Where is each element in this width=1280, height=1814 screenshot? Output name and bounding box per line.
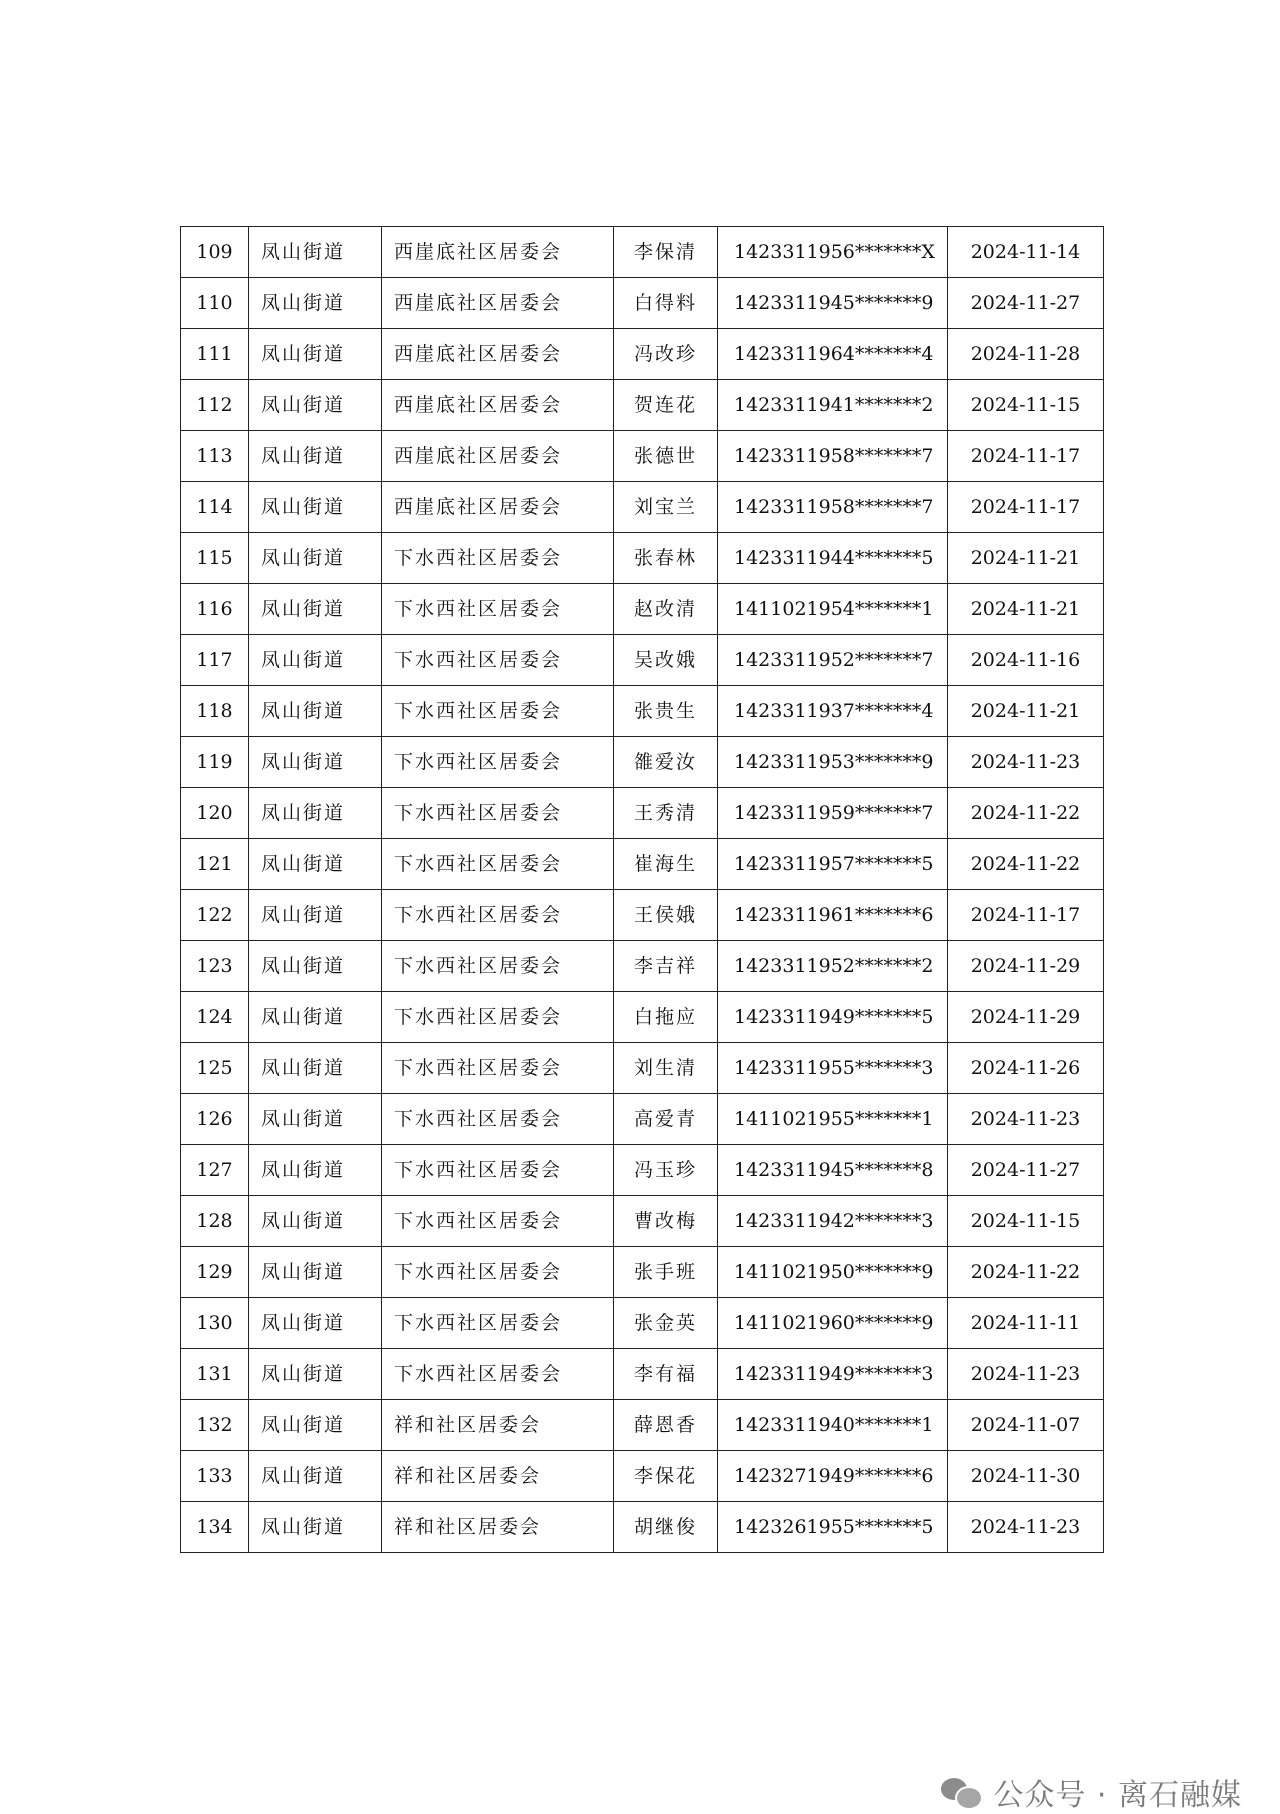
- date-cell: 2024-11-16: [948, 635, 1104, 686]
- date-cell: 2024-11-17: [948, 890, 1104, 941]
- id-number-cell: 1423311945*******9: [718, 278, 948, 329]
- table-row: [181, 992, 1104, 1043]
- table-row: [181, 635, 1104, 686]
- name-cell: 李吉祥: [614, 941, 718, 992]
- street-cell: 凤山街道: [249, 737, 382, 788]
- id-number-cell: 1423311957*******5: [718, 839, 948, 890]
- street-cell: 凤山街道: [249, 788, 382, 839]
- community-cell: 西崖底社区居委会: [382, 431, 614, 482]
- name-cell: 刘宝兰: [614, 482, 718, 533]
- name-cell: 吴改娥: [614, 635, 718, 686]
- date-cell: 2024-11-17: [948, 482, 1104, 533]
- id-number-cell: 1411021955*******1: [718, 1094, 948, 1145]
- row-number: 115: [181, 533, 249, 584]
- table-row: [181, 1145, 1104, 1196]
- community-cell: 祥和社区居委会: [382, 1451, 614, 1502]
- id-number-cell: 1423311952*******7: [718, 635, 948, 686]
- row-number: 116: [181, 584, 249, 635]
- table-row: [181, 329, 1104, 380]
- street-cell: 凤山街道: [249, 278, 382, 329]
- date-cell: 2024-11-22: [948, 788, 1104, 839]
- table-row: [181, 1502, 1104, 1553]
- id-number-cell: 1423311952*******2: [718, 941, 948, 992]
- street-cell: 凤山街道: [249, 992, 382, 1043]
- community-cell: 下水西社区居委会: [382, 686, 614, 737]
- community-cell: 下水西社区居委会: [382, 584, 614, 635]
- row-number: 113: [181, 431, 249, 482]
- row-number: 119: [181, 737, 249, 788]
- id-number-cell: 1423311940*******1: [718, 1400, 948, 1451]
- row-number: 132: [181, 1400, 249, 1451]
- name-cell: 李保花: [614, 1451, 718, 1502]
- id-number-cell: 1423311956*******X: [718, 227, 948, 278]
- date-cell: 2024-11-22: [948, 839, 1104, 890]
- street-cell: 凤山街道: [249, 1094, 382, 1145]
- row-number: 114: [181, 482, 249, 533]
- watermark-text: 公众号 · 离石融媒: [993, 1778, 1242, 1813]
- table-row: [181, 1247, 1104, 1298]
- row-number: 134: [181, 1502, 249, 1553]
- row-number: 109: [181, 227, 249, 278]
- date-cell: 2024-11-27: [948, 278, 1104, 329]
- table-row: [181, 584, 1104, 635]
- row-number: 128: [181, 1196, 249, 1247]
- date-cell: 2024-11-26: [948, 1043, 1104, 1094]
- name-cell: 白拖应: [614, 992, 718, 1043]
- row-number: 133: [181, 1451, 249, 1502]
- id-number-cell: 1411021954*******1: [718, 584, 948, 635]
- community-cell: 下水西社区居委会: [382, 1196, 614, 1247]
- community-cell: 祥和社区居委会: [382, 1400, 614, 1451]
- date-cell: 2024-11-15: [948, 380, 1104, 431]
- date-cell: 2024-11-29: [948, 992, 1104, 1043]
- id-number-cell: 1423311961*******6: [718, 890, 948, 941]
- name-cell: 曹改梅: [614, 1196, 718, 1247]
- table-row: [181, 890, 1104, 941]
- name-cell: 张手班: [614, 1247, 718, 1298]
- id-number-cell: 1423311942*******3: [718, 1196, 948, 1247]
- table-row: [181, 1094, 1104, 1145]
- date-cell: 2024-11-07: [948, 1400, 1104, 1451]
- row-number: 120: [181, 788, 249, 839]
- date-cell: 2024-11-21: [948, 686, 1104, 737]
- community-cell: 下水西社区居委会: [382, 635, 614, 686]
- table-row: [181, 686, 1104, 737]
- street-cell: 凤山街道: [249, 1196, 382, 1247]
- street-cell: 凤山街道: [249, 482, 382, 533]
- street-cell: 凤山街道: [249, 839, 382, 890]
- row-number: 129: [181, 1247, 249, 1298]
- street-cell: 凤山街道: [249, 1247, 382, 1298]
- name-cell: 雒爱汝: [614, 737, 718, 788]
- street-cell: 凤山街道: [249, 380, 382, 431]
- street-cell: 凤山街道: [249, 533, 382, 584]
- community-cell: 西崖底社区居委会: [382, 329, 614, 380]
- table-row: [181, 1196, 1104, 1247]
- row-number: 123: [181, 941, 249, 992]
- community-cell: 下水西社区居委会: [382, 941, 614, 992]
- id-number-cell: 1423311944*******5: [718, 533, 948, 584]
- date-cell: 2024-11-11: [948, 1298, 1104, 1349]
- name-cell: 白得料: [614, 278, 718, 329]
- community-cell: 下水西社区居委会: [382, 1043, 614, 1094]
- community-cell: 下水西社区居委会: [382, 1349, 614, 1400]
- name-cell: 胡继俊: [614, 1502, 718, 1553]
- id-number-cell: 1423311953*******9: [718, 737, 948, 788]
- id-number-cell: 1411021960*******9: [718, 1298, 948, 1349]
- street-cell: 凤山街道: [249, 1451, 382, 1502]
- id-number-cell: 1423311955*******3: [718, 1043, 948, 1094]
- row-number: 126: [181, 1094, 249, 1145]
- name-cell: 冯改珍: [614, 329, 718, 380]
- id-number-cell: 1423311958*******7: [718, 482, 948, 533]
- date-cell: 2024-11-29: [948, 941, 1104, 992]
- date-cell: 2024-11-14: [948, 227, 1104, 278]
- row-number: 112: [181, 380, 249, 431]
- street-cell: 凤山街道: [249, 431, 382, 482]
- community-cell: 下水西社区居委会: [382, 1247, 614, 1298]
- wechat-icon: [939, 1774, 983, 1810]
- id-number-cell: 1423311949*******5: [718, 992, 948, 1043]
- community-cell: 下水西社区居委会: [382, 1298, 614, 1349]
- id-number-cell: 1423311958*******7: [718, 431, 948, 482]
- date-cell: 2024-11-22: [948, 1247, 1104, 1298]
- street-cell: 凤山街道: [249, 1502, 382, 1553]
- date-cell: 2024-11-23: [948, 1094, 1104, 1145]
- name-cell: 王秀清: [614, 788, 718, 839]
- id-number-cell: 1423311945*******8: [718, 1145, 948, 1196]
- street-cell: 凤山街道: [249, 329, 382, 380]
- name-cell: 薛恩香: [614, 1400, 718, 1451]
- table-row: [181, 941, 1104, 992]
- id-number-cell: 1423311941*******2: [718, 380, 948, 431]
- table-row: [181, 1043, 1104, 1094]
- community-cell: 下水西社区居委会: [382, 1094, 614, 1145]
- row-number: 117: [181, 635, 249, 686]
- table-row: [181, 839, 1104, 890]
- date-cell: 2024-11-23: [948, 1349, 1104, 1400]
- street-cell: 凤山街道: [249, 941, 382, 992]
- community-cell: 西崖底社区居委会: [382, 482, 614, 533]
- table-row: [181, 1298, 1104, 1349]
- registry-table-body: [181, 227, 1104, 1553]
- date-cell: 2024-11-17: [948, 431, 1104, 482]
- watermark: [939, 1772, 1242, 1812]
- name-cell: 赵改清: [614, 584, 718, 635]
- community-cell: 祥和社区居委会: [382, 1502, 614, 1553]
- name-cell: 贺连花: [614, 380, 718, 431]
- name-cell: 冯玉珍: [614, 1145, 718, 1196]
- id-number-cell: 1423311959*******7: [718, 788, 948, 839]
- name-cell: 张贵生: [614, 686, 718, 737]
- row-number: 111: [181, 329, 249, 380]
- street-cell: 凤山街道: [249, 1400, 382, 1451]
- date-cell: 2024-11-28: [948, 329, 1104, 380]
- name-cell: 李保清: [614, 227, 718, 278]
- name-cell: 高爱青: [614, 1094, 718, 1145]
- date-cell: 2024-11-21: [948, 584, 1104, 635]
- table-row: [181, 431, 1104, 482]
- community-cell: 下水西社区居委会: [382, 890, 614, 941]
- row-number: 122: [181, 890, 249, 941]
- name-cell: 刘生清: [614, 1043, 718, 1094]
- community-cell: 下水西社区居委会: [382, 737, 614, 788]
- date-cell: 2024-11-27: [948, 1145, 1104, 1196]
- street-cell: 凤山街道: [249, 890, 382, 941]
- row-number: 124: [181, 992, 249, 1043]
- table-row: [181, 227, 1104, 278]
- row-number: 125: [181, 1043, 249, 1094]
- street-cell: 凤山街道: [249, 1043, 382, 1094]
- row-number: 110: [181, 278, 249, 329]
- table-row: [181, 788, 1104, 839]
- community-cell: 西崖底社区居委会: [382, 380, 614, 431]
- street-cell: 凤山街道: [249, 1298, 382, 1349]
- street-cell: 凤山街道: [249, 584, 382, 635]
- community-cell: 西崖底社区居委会: [382, 227, 614, 278]
- name-cell: 张春林: [614, 533, 718, 584]
- community-cell: 西崖底社区居委会: [382, 278, 614, 329]
- name-cell: 崔海生: [614, 839, 718, 890]
- date-cell: 2024-11-23: [948, 737, 1104, 788]
- name-cell: 王侯娥: [614, 890, 718, 941]
- community-cell: 下水西社区居委会: [382, 992, 614, 1043]
- street-cell: 凤山街道: [249, 227, 382, 278]
- street-cell: 凤山街道: [249, 635, 382, 686]
- row-number: 127: [181, 1145, 249, 1196]
- name-cell: 李有福: [614, 1349, 718, 1400]
- table-row: [181, 1400, 1104, 1451]
- id-number-cell: 1423271949*******6: [718, 1451, 948, 1502]
- date-cell: 2024-11-30: [948, 1451, 1104, 1502]
- row-number: 130: [181, 1298, 249, 1349]
- table-row: [181, 380, 1104, 431]
- table-row: [181, 737, 1104, 788]
- community-cell: 下水西社区居委会: [382, 788, 614, 839]
- table-row: [181, 278, 1104, 329]
- name-cell: 张德世: [614, 431, 718, 482]
- registry-table: [180, 226, 1104, 1553]
- id-number-cell: 1423261955*******5: [718, 1502, 948, 1553]
- community-cell: 下水西社区居委会: [382, 839, 614, 890]
- id-number-cell: 1423311964*******4: [718, 329, 948, 380]
- community-cell: 下水西社区居委会: [382, 533, 614, 584]
- id-number-cell: 1423311949*******3: [718, 1349, 948, 1400]
- row-number: 118: [181, 686, 249, 737]
- date-cell: 2024-11-23: [948, 1502, 1104, 1553]
- table-row: [181, 533, 1104, 584]
- id-number-cell: 1411021950*******9: [718, 1247, 948, 1298]
- table-row: [181, 1451, 1104, 1502]
- table-row: [181, 482, 1104, 533]
- street-cell: 凤山街道: [249, 1349, 382, 1400]
- community-cell: 下水西社区居委会: [382, 1145, 614, 1196]
- row-number: 131: [181, 1349, 249, 1400]
- street-cell: 凤山街道: [249, 686, 382, 737]
- id-number-cell: 1423311937*******4: [718, 686, 948, 737]
- name-cell: 张金英: [614, 1298, 718, 1349]
- date-cell: 2024-11-15: [948, 1196, 1104, 1247]
- table-row: [181, 1349, 1104, 1400]
- date-cell: 2024-11-21: [948, 533, 1104, 584]
- row-number: 121: [181, 839, 249, 890]
- street-cell: 凤山街道: [249, 1145, 382, 1196]
